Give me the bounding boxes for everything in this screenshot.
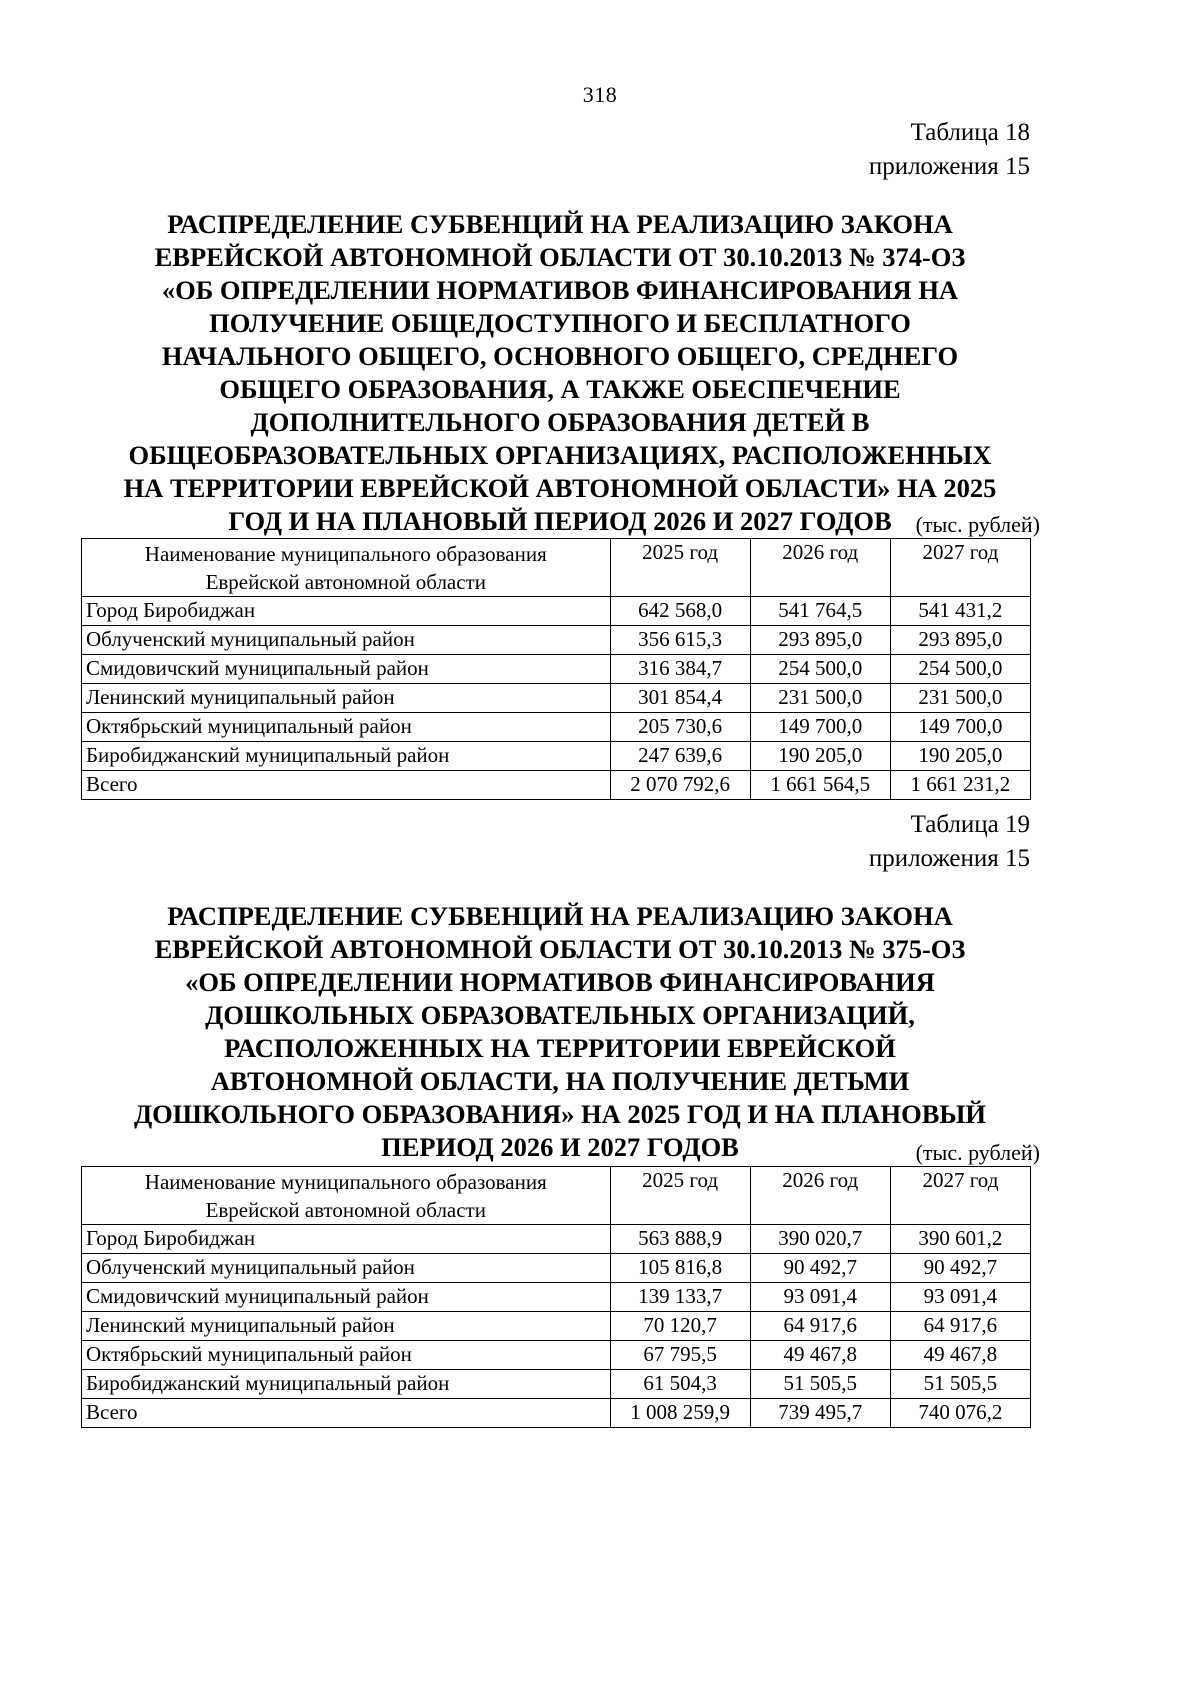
table-row bbox=[82, 713, 1031, 742]
table-row bbox=[82, 1341, 1031, 1370]
amount-cell-2025: 2 070 792,6 bbox=[610, 771, 750, 800]
title-line: ДОШКОЛЬНЫХ ОБРАЗОВАТЕЛЬНЫХ ОРГАНИЗАЦИЙ, bbox=[205, 1000, 915, 1030]
municipality-name-cell: Смидовичский муниципальный район bbox=[82, 655, 611, 684]
amount-cell-2025: 139 133,7 bbox=[610, 1283, 750, 1312]
amount-cell-2025: 205 730,6 bbox=[610, 713, 750, 742]
municipality-name-cell: Город Биробиджан bbox=[82, 597, 611, 626]
table-19-header-year-2027: 2027 год bbox=[890, 1167, 1030, 1225]
table-row bbox=[82, 626, 1031, 655]
amount-cell-2026: 231 500,0 bbox=[750, 684, 890, 713]
table-18-header-name bbox=[82, 539, 611, 597]
table-row bbox=[82, 1225, 1031, 1254]
title-line: НАЧАЛЬНОГО ОБЩЕГО, ОСНОВНОГО ОБЩЕГО, СРЕДНЕГО bbox=[161, 341, 959, 371]
table-18 bbox=[81, 538, 1031, 800]
total-row bbox=[82, 771, 1031, 800]
total-row bbox=[82, 1399, 1031, 1428]
header-name-line-1: Наименование муниципального образования bbox=[144, 1170, 547, 1194]
municipality-name-cell: Октябрьский муниципальный район bbox=[82, 713, 611, 742]
amount-cell-2027: 254 500,0 bbox=[890, 655, 1030, 684]
amount-cell-2026: 49 467,8 bbox=[750, 1341, 890, 1370]
table-18-header-year-2026: 2026 год bbox=[750, 539, 890, 597]
amount-cell-2025: 1 008 259,9 bbox=[610, 1399, 750, 1428]
title-line: «ОБ ОПРЕДЕЛЕНИИ НОРМАТИВОВ ФИНАНСИРОВАНИЯ bbox=[185, 967, 935, 997]
table-row bbox=[82, 1283, 1031, 1312]
header-name-line-2: Еврейской автономной области bbox=[205, 1198, 486, 1222]
title-line: АВТОНОМНОЙ ОБЛАСТИ, НА ПОЛУЧЕНИЕ ДЕТЬМИ bbox=[210, 1066, 910, 1096]
amount-cell-2026: 739 495,7 bbox=[750, 1399, 890, 1428]
amount-cell-2025: 563 888,9 bbox=[610, 1225, 750, 1254]
table-row bbox=[82, 1312, 1031, 1341]
table-18-header-year-2027: 2027 год bbox=[890, 539, 1030, 597]
municipality-name-cell: Октябрьский муниципальный район bbox=[82, 1341, 611, 1370]
amount-cell-2027: 190 205,0 bbox=[890, 742, 1030, 771]
amount-cell-2026: 190 205,0 bbox=[750, 742, 890, 771]
municipality-name-cell: Облученский муниципальный район bbox=[82, 1254, 611, 1283]
table-19-title bbox=[80, 900, 1040, 1164]
table-row bbox=[82, 1370, 1031, 1399]
table-row bbox=[82, 1254, 1031, 1283]
amount-cell-2026: 390 020,7 bbox=[750, 1225, 890, 1254]
amount-cell-2027: 390 601,2 bbox=[890, 1225, 1030, 1254]
table-18-caption-number: Таблица 18 bbox=[910, 119, 1030, 146]
table-19-header-year-2026: 2026 год bbox=[750, 1167, 890, 1225]
amount-cell-2027: 90 492,7 bbox=[890, 1254, 1030, 1283]
title-line: «ОБ ОПРЕДЕЛЕНИИ НОРМАТИВОВ ФИНАНСИРОВАНИЯ НА bbox=[161, 275, 959, 305]
amount-cell-2027: 93 091,4 bbox=[890, 1283, 1030, 1312]
municipality-name-cell: Смидовичский муниципальный район bbox=[82, 1283, 611, 1312]
amount-cell-2027: 51 505,5 bbox=[890, 1370, 1030, 1399]
table-row bbox=[82, 597, 1031, 626]
title-line: ПЕРИОД 2026 И 2027 ГОДОВ bbox=[381, 1132, 739, 1162]
municipality-name-cell: Ленинский муниципальный район bbox=[82, 1312, 611, 1341]
title-line: НА ТЕРРИТОРИИ ЕВРЕЙСКОЙ АВТОНОМНОЙ ОБЛАСТИ» НА 2025 bbox=[123, 473, 997, 503]
amount-cell-2027: 1 661 231,2 bbox=[890, 771, 1030, 800]
header-name-line-2: Еврейской автономной области bbox=[205, 570, 486, 594]
municipality-name-cell: Всего bbox=[82, 1399, 611, 1428]
amount-cell-2027: 64 917,6 bbox=[890, 1312, 1030, 1341]
amount-cell-2027: 149 700,0 bbox=[890, 713, 1030, 742]
amount-cell-2026: 149 700,0 bbox=[750, 713, 890, 742]
title-line: ОБЩЕОБРАЗОВАТЕЛЬНЫХ ОРГАНИЗАЦИЯХ, РАСПОЛОЖЕННЫХ bbox=[128, 440, 992, 470]
table-18-header-year-2025: 2025 год bbox=[610, 539, 750, 597]
table-18-title bbox=[80, 208, 1040, 538]
table-19-caption-appendix: приложения 15 bbox=[868, 845, 1030, 872]
table-18-units: (тыс. рублей) bbox=[915, 512, 1040, 537]
amount-cell-2025: 316 384,7 bbox=[610, 655, 750, 684]
amount-cell-2025: 642 568,0 bbox=[610, 597, 750, 626]
amount-cell-2027: 740 076,2 bbox=[890, 1399, 1030, 1428]
amount-cell-2025: 105 816,8 bbox=[610, 1254, 750, 1283]
table-19-caption-number: Таблица 19 bbox=[910, 811, 1030, 838]
table-18-caption bbox=[869, 116, 1030, 184]
amount-cell-2026: 51 505,5 bbox=[750, 1370, 890, 1399]
amount-cell-2027: 541 431,2 bbox=[890, 597, 1030, 626]
amount-cell-2027: 231 500,0 bbox=[890, 684, 1030, 713]
title-line: РАСПРЕДЕЛЕНИЕ СУБВЕНЦИЙ НА РЕАЛИЗАЦИЮ ЗАКОНА bbox=[167, 901, 953, 931]
title-line: ЕВРЕЙСКОЙ АВТОНОМНОЙ ОБЛАСТИ ОТ 30.10.2013 № 374-ОЗ bbox=[154, 242, 966, 272]
amount-cell-2025: 301 854,4 bbox=[610, 684, 750, 713]
title-line: ЕВРЕЙСКОЙ АВТОНОМНОЙ ОБЛАСТИ ОТ 30.10.2013 № 375-ОЗ bbox=[154, 934, 966, 964]
table-18-caption-appendix: приложения 15 bbox=[868, 153, 1030, 180]
page-number: 318 bbox=[582, 82, 618, 107]
header-name-line-1: Наименование муниципального образования bbox=[144, 542, 547, 566]
title-line: РАСПРЕДЕЛЕНИЕ СУБВЕНЦИЙ НА РЕАЛИЗАЦИЮ ЗАКОНА bbox=[167, 209, 953, 239]
amount-cell-2026: 90 492,7 bbox=[750, 1254, 890, 1283]
table-19-units: (тыс. рублей) bbox=[915, 1140, 1040, 1165]
amount-cell-2026: 293 895,0 bbox=[750, 626, 890, 655]
title-line: ОБЩЕГО ОБРАЗОВАНИЯ, А ТАКЖЕ ОБЕСПЕЧЕНИЕ bbox=[219, 374, 901, 404]
table-row bbox=[82, 742, 1031, 771]
table-19-caption bbox=[869, 808, 1030, 876]
title-line: РАСПОЛОЖЕННЫХ НА ТЕРРИТОРИИ ЕВРЕЙСКОЙ bbox=[224, 1033, 896, 1063]
amount-cell-2026: 254 500,0 bbox=[750, 655, 890, 684]
amount-cell-2025: 61 504,3 bbox=[610, 1370, 750, 1399]
municipality-name-cell: Биробиджанский муниципальный район bbox=[82, 742, 611, 771]
table-19-header-year-2025: 2025 год bbox=[610, 1167, 750, 1225]
table-row bbox=[82, 684, 1031, 713]
municipality-name-cell: Город Биробиджан bbox=[82, 1225, 611, 1254]
title-line: ДОПОЛНИТЕЛЬНОГО ОБРАЗОВАНИЯ ДЕТЕЙ В bbox=[250, 407, 870, 437]
table-19-header-name bbox=[82, 1167, 611, 1225]
amount-cell-2025: 67 795,5 bbox=[610, 1341, 750, 1370]
amount-cell-2025: 247 639,6 bbox=[610, 742, 750, 771]
amount-cell-2026: 1 661 564,5 bbox=[750, 771, 890, 800]
title-line: ПОЛУЧЕНИЕ ОБЩЕДОСТУПНОГО И БЕСПЛАТНОГО bbox=[209, 308, 911, 338]
municipality-name-cell: Всего bbox=[82, 771, 611, 800]
amount-cell-2026: 541 764,5 bbox=[750, 597, 890, 626]
amount-cell-2026: 64 917,6 bbox=[750, 1312, 890, 1341]
amount-cell-2027: 293 895,0 bbox=[890, 626, 1030, 655]
table-row bbox=[82, 655, 1031, 684]
amount-cell-2027: 49 467,8 bbox=[890, 1341, 1030, 1370]
title-line: ДОШКОЛЬНОГО ОБРАЗОВАНИЯ» НА 2025 ГОД И НА ПЛАНОВЫЙ bbox=[133, 1099, 987, 1129]
amount-cell-2026: 93 091,4 bbox=[750, 1283, 890, 1312]
amount-cell-2025: 356 615,3 bbox=[610, 626, 750, 655]
municipality-name-cell: Биробиджанский муниципальный район bbox=[82, 1370, 611, 1399]
title-line: ГОД И НА ПЛАНОВЫЙ ПЕРИОД 2026 И 2027 ГОДОВ bbox=[228, 506, 892, 536]
table-19 bbox=[81, 1166, 1031, 1428]
table-18-header-row bbox=[82, 539, 1031, 597]
municipality-name-cell: Ленинский муниципальный район bbox=[82, 684, 611, 713]
municipality-name-cell: Облученский муниципальный район bbox=[82, 626, 611, 655]
table-19-header-row bbox=[82, 1167, 1031, 1225]
amount-cell-2025: 70 120,7 bbox=[610, 1312, 750, 1341]
